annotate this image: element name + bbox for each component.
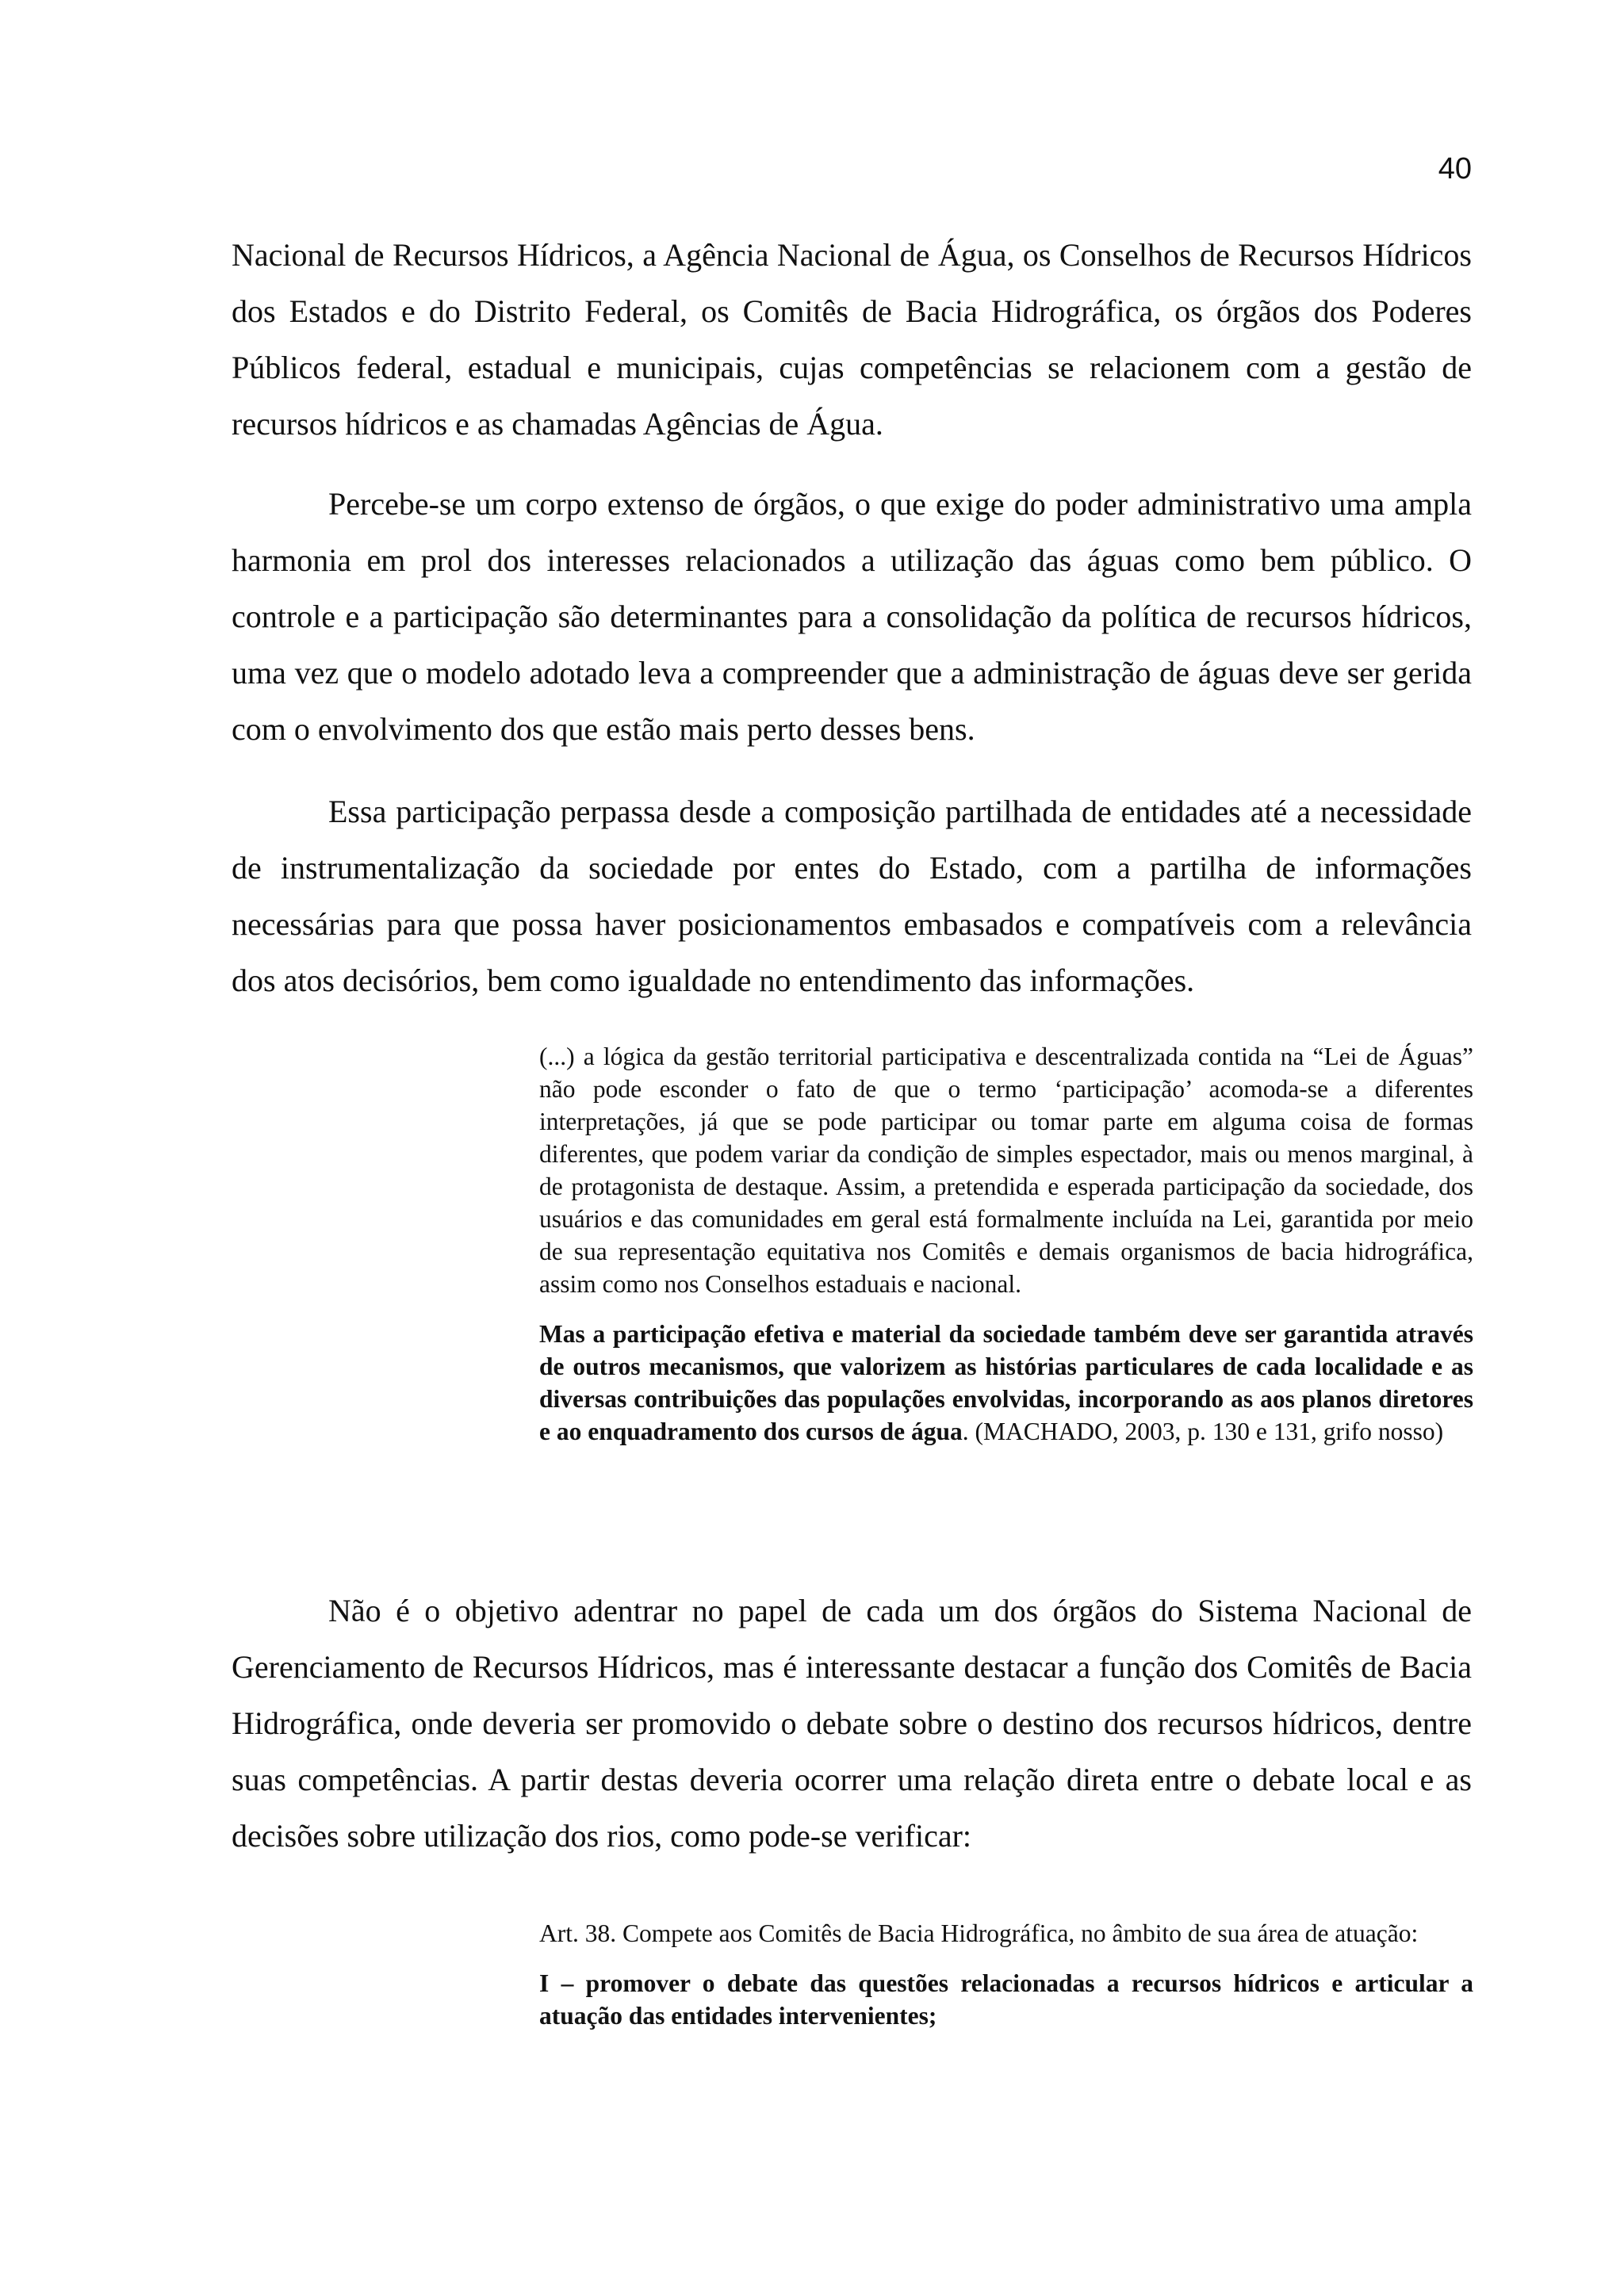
quote-1-citation: . (MACHADO, 2003, p. 130 e 131, grifo nosso) — [962, 1418, 1444, 1445]
quote-1-text: (...) a lógica da gestão territorial participativa e descentralizada contida na “Lei de Águas” não pode esconder o fato de que o termo ‘participação’ acomoda-se a diferentes interpretações, já que se pode participar ou tomar parte em alguma coisa de formas diferentes, que podem variar da condição de simples espectador, mais ou menos marginal, à de protagonista de destaque. Assim, a pretendida e esperada participação da sociedade, dos usuários e das comunidades em geral está formalmente incluída na Lei, garantida por meio de sua representação equitativa nos Comitês e demais organismos de bacia hidrográfica, assim como nos Conselhos estaduais e nacional. — [539, 1043, 1473, 1298]
quote-2-text: Art. 38. Compete aos Comitês de Bacia Hidrográfica, no âmbito de sua área de atuação: — [539, 1919, 1419, 1947]
paragraph-3: Essa participação perpassa desde a composição partilhada de entidades até a necessidade de instrumentalização da sociedade por entes do Estado, com a partilha de informações necessárias para que possa haver posicionamentos embasados e compatíveis com a relevância dos atos decisórios, bem como igualdade no entendimento das informações. — [232, 794, 1472, 998]
quote-1-emphasis-paragraph — [539, 1318, 1473, 1448]
page-number: 40 — [1438, 152, 1472, 186]
paragraph-1: Nacional de Recursos Hídricos, a Agência Nacional de Água, os Conselhos de Recursos Hídricos dos Estados e do Distrito Federal, os Comitês de Bacia Hidrográfica, os órgãos dos Poderes Públicos federal, estadual e municipais, cujas competências se relacionem com a gestão de recursos hídricos e as chamadas Agências de Água. — [232, 237, 1472, 442]
quote-2-bold-text: I – promover o debate das questões relacionadas a recursos hídricos e articular a atuação das entidades intervenientes; — [539, 1969, 1473, 2030]
paragraph-2: Percebe-se um corpo extenso de órgãos, o que exige do poder administrativo uma ampla harmonia em prol dos interesses relacionados a utilização das águas como bem público. O controle e a participação são determinantes para a consolidação da política de recursos hídricos, uma vez que o modelo adotado leva a compreender que a administração de águas deve ser gerida com o envolvimento dos que estão mais perto desses bens. — [232, 486, 1472, 747]
block-quote-2 — [539, 1917, 1473, 2032]
paragraph-4: Não é o objetivo adentrar no papel de cada um dos órgãos do Sistema Nacional de Gerenciamento de Recursos Hídricos, mas é interessante destacar a função dos Comitês de Bacia Hidrográfica, onde deveria ser promovido o debate sobre o destino dos recursos hídricos, dentre suas competências. A partir destas deveria ocorrer uma relação direta entre o debate local e as decisões sobre utilização dos rios, como pode-se verificar: — [232, 1593, 1472, 1854]
quote-1-bold-text: Mas a participação efetiva e material da sociedade também deve ser garantida através de outros mecanismos, que valorizem as histórias particulares de cada localidade e as diversas contribuições das populações envolvidas, incorporando as aos planos diretores e ao enquadramento dos cursos de água — [539, 1320, 1473, 1445]
block-quote-1 — [539, 1040, 1473, 1448]
